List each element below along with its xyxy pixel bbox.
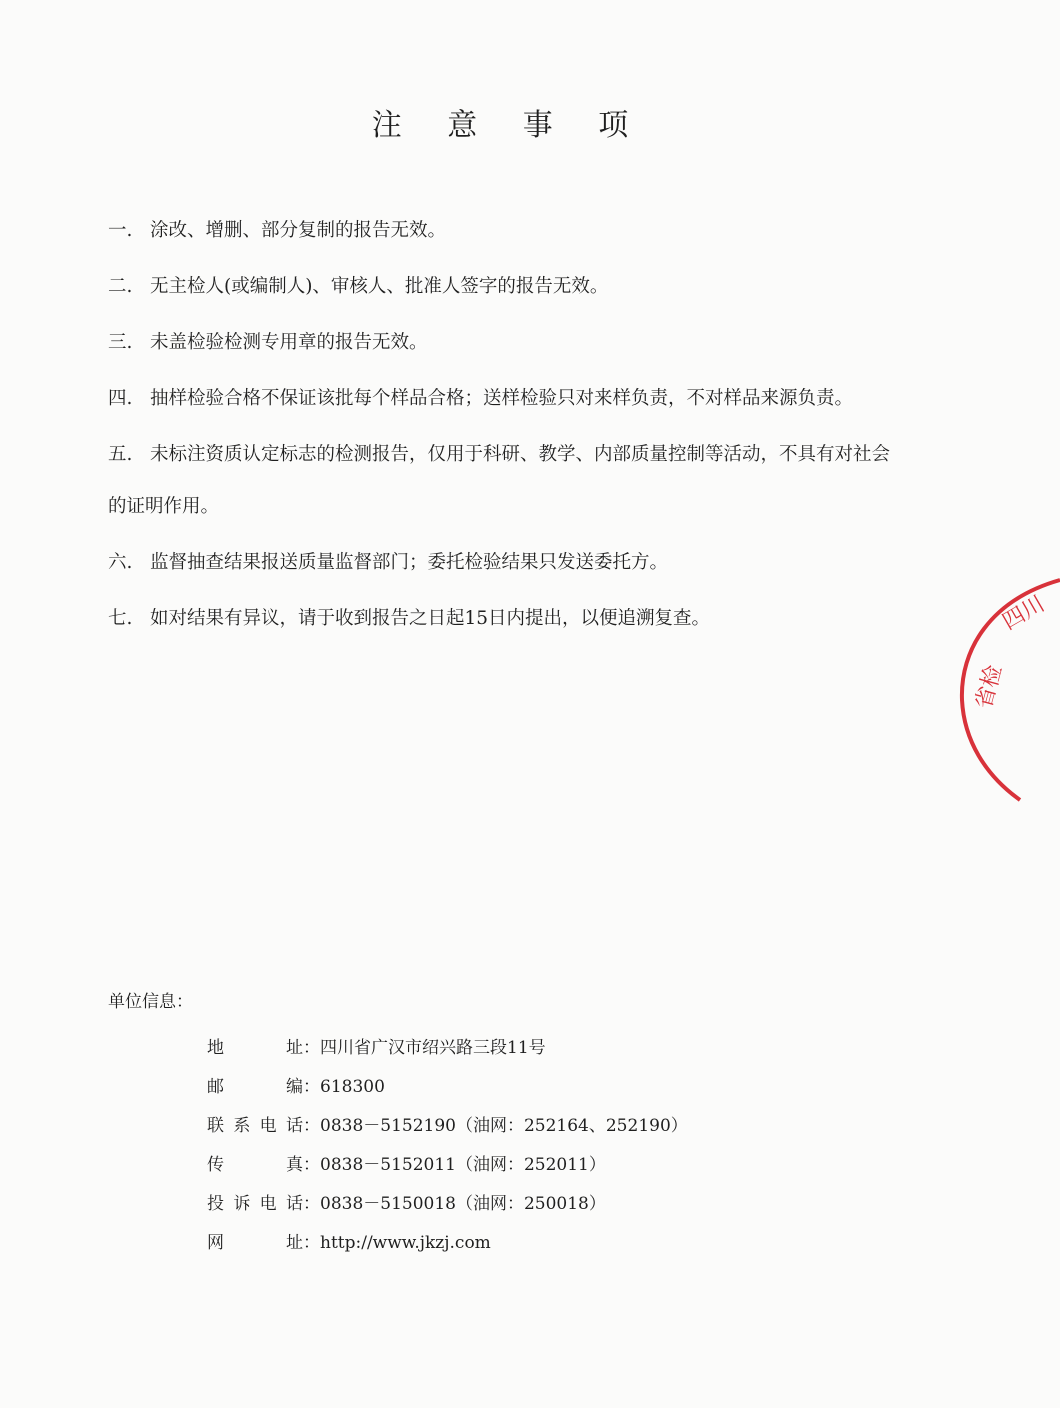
notice-item [108,261,908,313]
seal-text: 省检 [971,662,1008,712]
info-value: ：http://www.jkzj.com [303,1233,491,1253]
notice-number: 二. [108,276,133,297]
info-value: ：0838－5152190（油网：252164、252190） [303,1116,688,1136]
info-label: 地 址 [207,1038,303,1058]
complaint-phone-row [207,1182,688,1221]
notice-text: 无主检人(或编制人)、审核人、批准人签字的报告无效。 [150,276,609,297]
info-label: 投诉电话 [207,1194,303,1214]
info-label: 邮 编 [207,1077,303,1097]
notice-item [108,205,908,257]
postcode-row [207,1065,688,1104]
info-label: 网 址 [207,1233,303,1253]
fax-row [207,1143,688,1182]
info-label: 联系电话 [207,1116,303,1136]
notice-number: 七. [108,608,133,629]
unit-info-list [207,1026,688,1260]
address-row [207,1026,688,1065]
notice-text: 涂改、增删、部分复制的报告无效。 [150,220,447,241]
page-title: 注 意 事 项 [371,108,647,143]
website-row [207,1221,688,1260]
notice-number: 四. [108,388,133,409]
notice-item [108,429,908,533]
seal-text: 四川 [998,591,1050,636]
notice-text: 未标注资质认定标志的检测报告，仅用于科研、教学、内部质量控制等活动，不具有对社会的证明作用。 [108,444,891,517]
info-value: ：0838－5152011（油网：252011） [303,1155,606,1175]
notice-number: 三. [108,332,133,353]
notice-item [108,373,908,425]
notice-number: 一. [108,220,133,241]
info-value: ：四川省广汉市绍兴路三段11号 [303,1038,546,1058]
red-seal-stamp [950,560,1060,810]
notice-text: 监督抽查结果报送质量监督部门；委托检验结果只发送委托方。 [150,552,669,573]
notice-list [108,205,908,649]
notice-number: 五. [108,444,133,465]
notice-text: 如对结果有异议，请于收到报告之日起15日内提出，以便追溯复查。 [150,608,711,629]
notice-item [108,317,908,369]
notice-text: 未盖检验检测专用章的报告无效。 [150,332,428,353]
notice-text: 抽样检验合格不保证该批每个样品合格；送样检验只对来样负责，不对样品来源负责。 [150,388,854,409]
notice-item [108,593,908,645]
info-value: ：618300 [303,1077,385,1097]
info-label: 传 真 [207,1155,303,1175]
notice-number: 六. [108,552,133,573]
unit-info-heading: 单位信息： [108,992,193,1012]
info-value: ：0838－5150018（油网：250018） [303,1194,606,1214]
notice-item [108,537,908,589]
phone-row [207,1104,688,1143]
